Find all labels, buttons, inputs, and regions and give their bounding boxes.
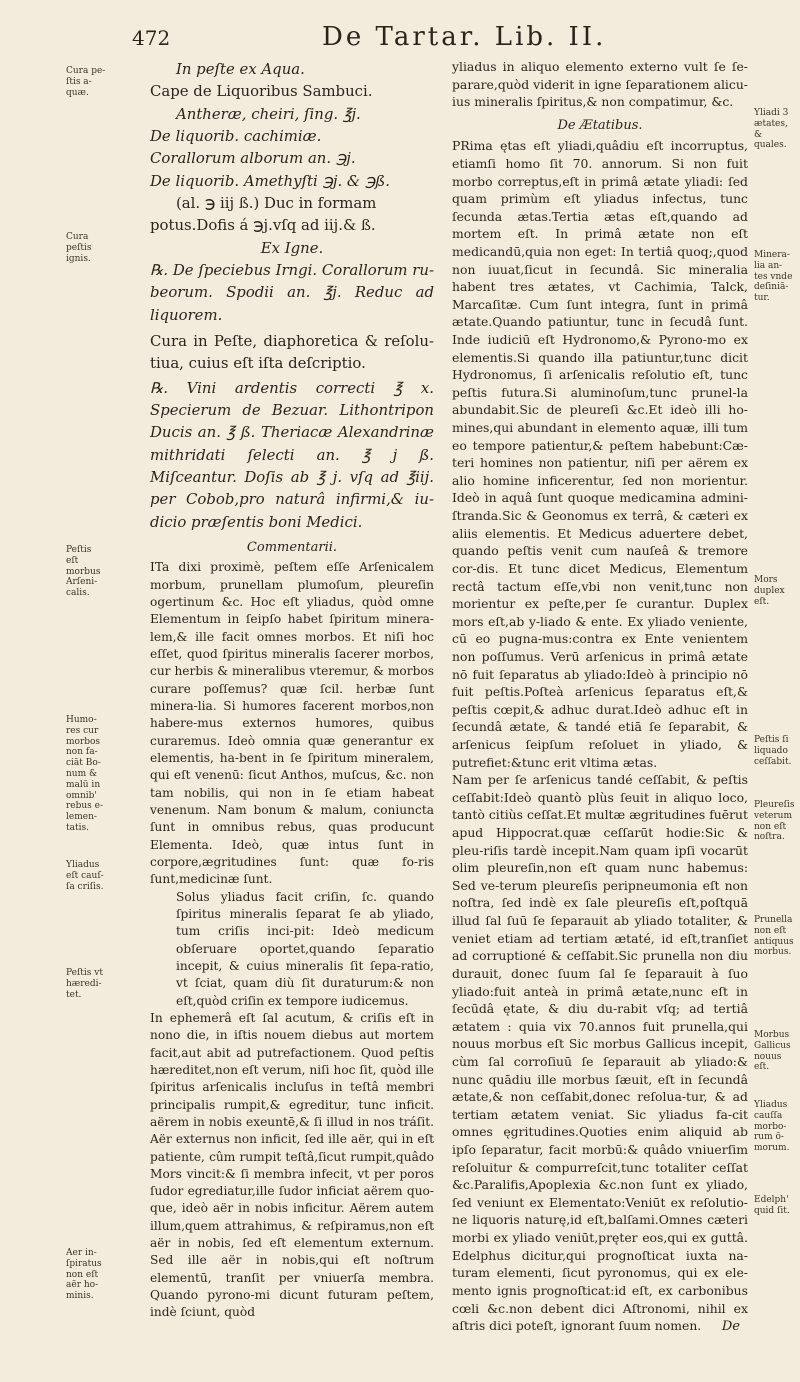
page-number: 472 bbox=[132, 26, 171, 50]
margin-note-right: Mors duplex eſt. bbox=[754, 575, 785, 607]
aetatibus-heading: De Ætatibus. bbox=[557, 117, 643, 133]
paragraph: In ephemerâ eſt ſal acutum, & criſis eſt in nono die, in iſtis nouem diebus aut mortem facit,aut abit ad putrefactionem. Quod peſtis hæreditet,non eſt verum, niſi hoc ſit, quòd ille ſpiritus arſenicalis incluſus in teſtâ membri principalis rumpit,& egreditur, tunc inficit. aërem in nobis exeuntē,& ſi illud in nos tráſit. Aër externus non inficit, ſed ille aër, qui in eſt patiente, cûm rumpit teſtâ,ſicut rumpit,quâdo Mors vincit:& ſi membra infecit, vt per poros ſudor egrediatur,ille ſudor inficiat aërem quo-que, ideò aër in nobis inficitur. Aërem autem illum,quem attrahimus, & reſpiramus,non eſt aër in nobis, ſed eſt elementum externum. Sed ille aër in nobis,qui eſt noſtrum elementū, tranſit per vniuerſa membra. Quando pyrono-mi dicunt futuram peſtem, indè ſciunt, quòd bbox=[150, 1010, 434, 1320]
margin-note-right: Prunella non eſt antiquus morbus. bbox=[754, 915, 794, 958]
margin-note-left: Peſtis vt hæredi-tet. bbox=[66, 968, 103, 1000]
margin-note-right: Morbus Gallicus nouus eſt. bbox=[754, 1030, 791, 1073]
commentary-text bbox=[150, 559, 434, 1321]
cura-heading: Cura in Peſte, diaphoretica & reſolu-tiua, cuius eſt iſta deſcriptio. bbox=[150, 331, 434, 373]
catchword: De bbox=[721, 1319, 740, 1334]
right-column bbox=[452, 58, 748, 1335]
margin-note-left: Cura pe-ſtis a-quæ. bbox=[66, 66, 106, 98]
margin-note-right: Pleureſis veterum non eſt noſtra. bbox=[754, 800, 795, 843]
recipe-block: ℞. Vini ardentis correcti ℥ x. Specierum de Bezuar. Lithontripon Ducis an. ℥ ß. Theriacæ Alexandrinæ mithridati ſelecti an. ℥ j ß. Miſceantur. Doſis ab ℥ j. vſq ad ℥iij. per Cobob,pro naturâ infirmi,& iu-dicio præſentis boni Medici. bbox=[150, 378, 434, 531]
recipe-line: Antheræ, cheiri, ſing. ℥j. bbox=[176, 104, 361, 123]
margin-note-left: Humo-res cur morbos non fa-ciāt Bo-num & malū in omnib' rebus e-lemen-tatis. bbox=[66, 715, 104, 833]
margin-note-left: Cura peſtis ignis. bbox=[66, 232, 92, 264]
recipe-heading: Ex Igne. bbox=[260, 238, 324, 257]
recipe-line: De liquorib. cachimiæ. bbox=[150, 126, 322, 145]
margin-note-right: Yliadus cauſſa morbo-rum ō-morum. bbox=[754, 1100, 790, 1154]
commentarii-heading: Commentarii. bbox=[246, 539, 338, 555]
margin-note-left: Aer in-ſpiratus non eſt aër ho-minis. bbox=[66, 1248, 102, 1302]
left-column bbox=[150, 58, 434, 1322]
running-head bbox=[0, 22, 800, 62]
margin-note-right: Minera-lia an-tes vnde deſiniā-tur. bbox=[754, 250, 793, 304]
paragraph: PRima ętas eſt yliadi,quâdiu eſt incorruptus, etiamſi homo ſit 70. annorum. Si non fuit morbo correptus,eſt in primâ ætate yliadi: ſed quam primùm eſt yliadus infectus, tunc ſecunda ætas.Tertia ætas eſt,quando ad mortem eſt. In primâ ætate non eſt medicandū,quia non eget: In tertiâ quoq;,quod non iuuat,ſicut in ſecundâ. Sic mineralia habent tres ætates, vt Cachimia, Talck, Marcaſitæ. Cum ſunt integra, ſunt in primâ ætate.Quando patiuntur, tunc in ſecudâ ſunt. Inde iudiciū eſt Hydronomo,& Pyrono-mo ex elementis.Si quando illa patiuntur,tunc dicit Hydronomus, ſi arſenicalis reſolutio eſt, tunc peſtis futura.Si aluminoſum,tunc prunel-la abundabit.Sic de pleureſi &c.Et ideò illi ho-mines,qui abundant in elemento aquæ, illi tum eo tempore patientur,& peſtem habebunt:Cæ-teri homines non patientur, niſi per aërem ex alio homine inficerentur, ſed non morientur. Ideò in aquâ ſunt quoque medicamina admini-ſtranda.Sic & Geonomus ex terrâ, & cæteri ex aliis elementis. Et Medicus aduertere debet, quando peſtis venit cum nauſeâ & tremore cor-dis. Et tunc dicet Medicus, Elementum rectâ tactum eſſe,vbi non venit,tunc non morientur ex peſte,per ſe curantur. Duplex mors eſt,ab y-liado & ente. Ex yliado veniente, cū eo pugna-mus:contra ex Ente venientem non poſſumus. Verū arſenicus in primâ ætate nō fuit ſeparatus ab yliado:Ideò à principio nō fuit peſtis.Poſteà arſenicus ſeparatus eſt,& peſtis cœpit,& adhuc durat.Ideò adhuc eſt in ſecundâ ætate, & tandé etiā ſe ſeparabit, & arſenicus ſeipſum reſoluet in yliado, & putrefiet:&tunc erit vltima ætas. bbox=[452, 138, 748, 770]
margin-note-right: Yliadi 3 ætates, & quales. bbox=[754, 108, 789, 151]
recipe-line: Corallorum alborum an. ℈j. bbox=[150, 149, 356, 168]
paragraph: Nam per ſe arſenicus tandé ceſſabit, & peſtis ceſſabit:Ideò quantò plùs ſeuit in aliquo loco, tantò citiùs ceſſat.Et multæ ægritudines fuērut apud Hippocrat.quæ ceſſarūt hodie:Sic & pleu-riſis tardè incepit.Nam quam ipſi vocarūt olim pleureſin,non eſt quam nunc habemus: Sed ve-terum pleureſis peripneumonia eſt non noſtra, ſed indè ex ſale pleureſis eſt,poſtquā illud ſal ſuū ſe ſeparauit ab yliado totaliter, & veniet etiam ad tertiam ætaté, id eſt,tranſiet ad corruptioné & ceſſabit.Sic prunella non diu durauit, donec ſuum ſal ſe ſeparauit à ſuo yliado:fuit anteà in primâ ætate,nunc eſt in ſecūdâ ętate, & diu du-rabit vſq; ad tertiâ ætatem : quia vix 70.annos fuit prunella,qui nouus morbus eſt Sic morbus Gallicus incepit, cùm ſal corroſiuū ſe ſeparauit ab yliado:& nunc quādiu ille morbus ſæuit, eſt in ſecundâ ætate,& non ceſſabit,donec reſolua-tur, & ad tertiam ætatem veniat. Sic yliadus fa-cit omnes ęgritudines.Quoties enim aliquid ab ipſo ſeparatur, facit morbū:& quâdo vniuerſim reſoluitur & compurreſcit,tunc totaliter ceſſat &c.Paralifis,Apoplexia &c.non ſunt ex yliado, ſed veniunt ex Elementato:Veniūt ex reſolutio-ne liquoris naturę,id eſt,balſami.Omnes cæteri morbi ex yliado veniūt,pręter eos,qui ex guttâ. Edelphus dicitur,qui prognoſticat iuxta na-turam elementi, ſicut pyronomus, qui ex ele-mento ignis prognoſticat:id eſt, ex carbonibus cœli &c.non debent dici Aſtronomi, nihil ex aſtris dici poteſt, ignorant ſuum nomen. bbox=[452, 772, 748, 1334]
recipe-line: De liquorib. Amethyſti ℈j. & ℈ß. bbox=[150, 171, 390, 190]
paragraph: Solus yliadus facit criſin, ſc. quando ſpiritus mineralis ſeparat ſe ab yliado, tum criſis inci-pit: Ideò medicum obſeruare oportet,quando ſeparatio incepit, & cuius mineralis ſit ſepa-ratio, vt ſciat, quam diù ſit duraturum:& non eſt,quòd criſin ex tempore iudicemus. bbox=[176, 889, 434, 1008]
paragraph: yliadus in aliquo elemento externo vult ſe ſe-parare,quòd viderit in igne ſeparationem alicu-ius mineralis ſpiritus,& non compatimur, &c. bbox=[452, 59, 748, 110]
aetatibus-text bbox=[452, 137, 748, 1334]
recipe-heading: In peſte ex Aqua. bbox=[176, 60, 305, 78]
margin-note-right: Peſtis ſi liquado ceſſabit. bbox=[754, 735, 792, 767]
recipe-block: ℞. De ſpeciebus Irngi. Corallorum ru-beorum. Spodii an. ℥j. Reduc ad liquorem. bbox=[150, 260, 434, 324]
recipe-line: Cape de Liquoribus Sambuci. bbox=[150, 82, 373, 101]
recipe-line: (al. ℈ iij ß.) Duc in formam bbox=[176, 193, 377, 212]
paragraph: ITa dixi proximè, peſtem eſſe Arſenicalem morbum, prunellam plumoſum, pleureſin ogertinum &c. Hoc eſt yliadus, quòd omne Elementum in ſeipſo habet ſpiritum minera-lem,& ille facit omnes morbos. Et niſi hoc eſſet, quod ſpiritus mineralis ſacerer morbos, cur herbis & mineralibus vteremur, & morbos curare poſſemus? quæ ſcil. herbæ ſunt minera-lia. Si humores facerent morbos,non habere-mus externos humores, quibus curaremus. Ideò omnia quæ generantur ex elementis, ha-bent in ſe ſpiritum mineralem, qui eſt venenū: ſicut Anthos, muſcus, &c. non tam nobilis, qui non in ſe etiam habeat venenum. Nam bonum & malum, coniuncta ſunt in omnibus rebus, quas producunt Elementa. Ideò, quæ intus ſunt in corpore,ægritudines ſunt: quæ fo-ris ſunt,medicinæ ſunt. bbox=[150, 560, 434, 887]
margin-note-left: Peſtis eſt morbus Arſeni-calis. bbox=[66, 545, 101, 599]
recipe-line: potus.Dofis á ℈j.vſq ad iij.& ß. bbox=[150, 216, 376, 235]
margin-note-left: Yliadus eſt cauſ-ſa criſis. bbox=[66, 860, 104, 892]
running-title: De Tartar. Lib. II. bbox=[322, 22, 607, 52]
margin-note-right: Edelph' quid ſit. bbox=[754, 1195, 790, 1216]
